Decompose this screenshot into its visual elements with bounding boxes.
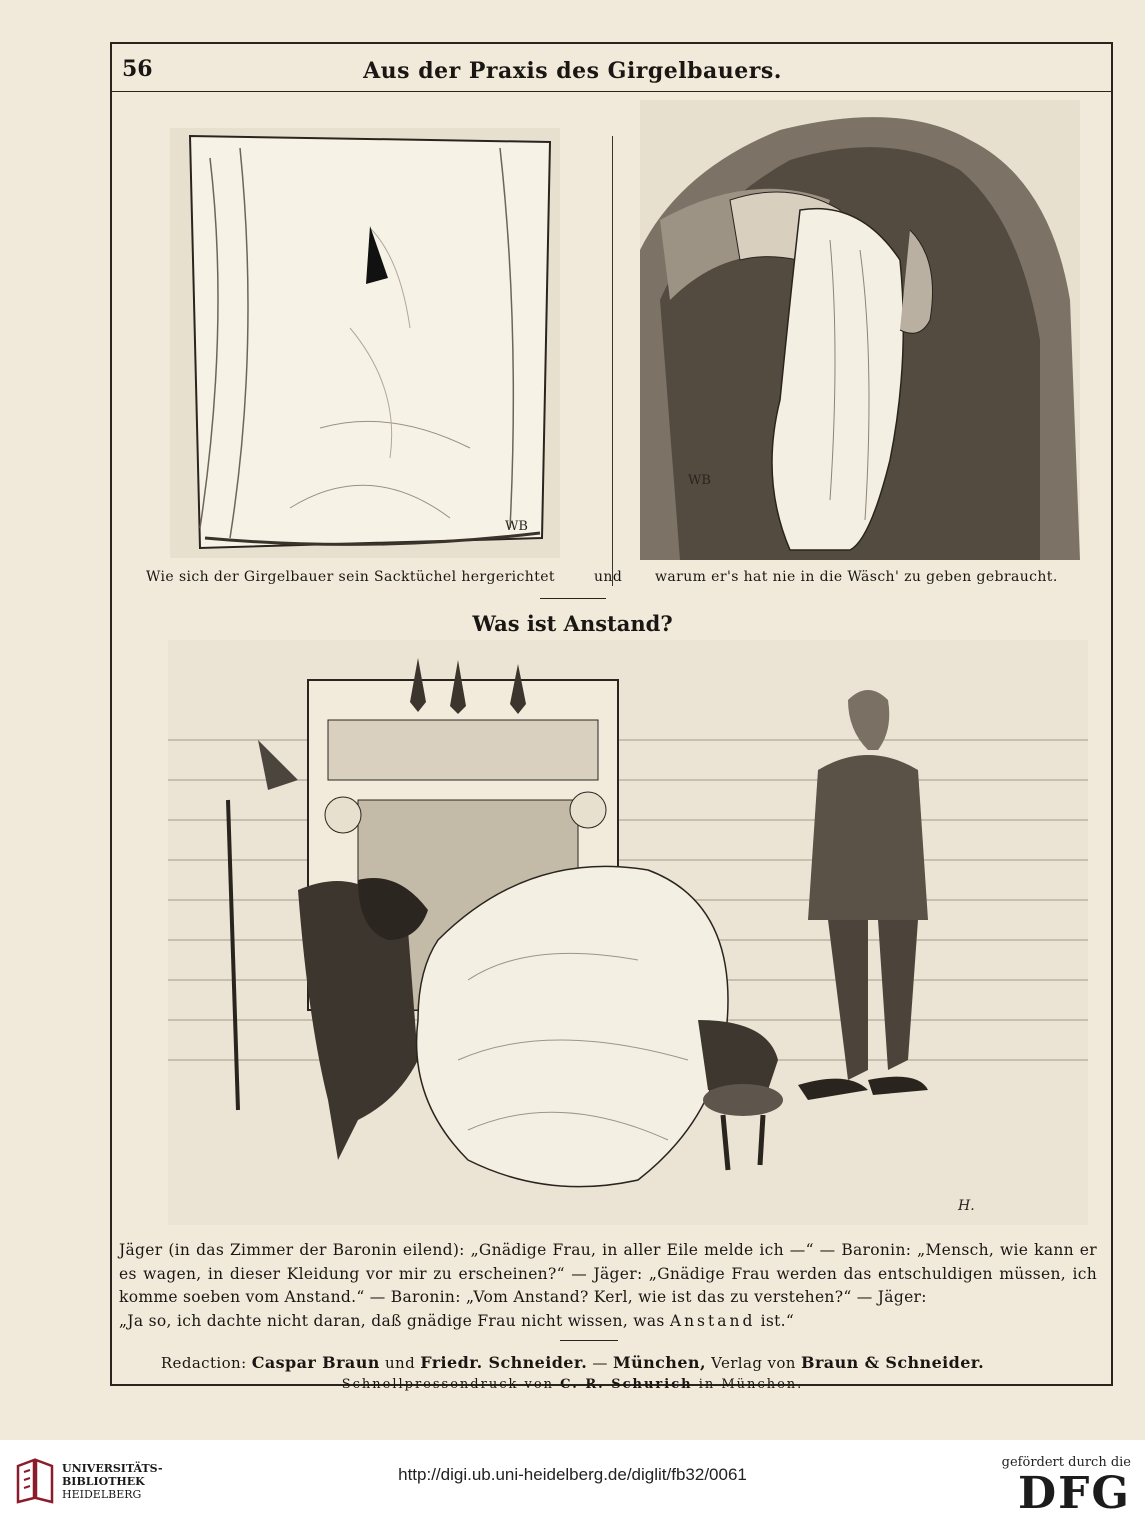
logo-line-1: UNIVERSITÄTS- bbox=[62, 1462, 163, 1475]
dialogue-text bbox=[119, 1239, 1097, 1333]
and-word: und bbox=[384, 1354, 416, 1372]
left-signature: WB bbox=[505, 519, 528, 534]
imprint-dash: — bbox=[592, 1354, 608, 1372]
middle-caption: und bbox=[594, 569, 623, 585]
nose-wiping-illustration bbox=[640, 100, 1080, 560]
source-url[interactable]: http://digi.ub.uni-heidelberg.de/diglit/fb32/0061 bbox=[398, 1465, 747, 1484]
city: München, bbox=[612, 1353, 706, 1372]
right-signature: WB bbox=[688, 473, 711, 488]
page-number: 56 bbox=[122, 56, 153, 82]
dfg-logo: DFG bbox=[1018, 1468, 1131, 1519]
left-caption: Wie sich der Girgelbauer sein Sacktüchel hergerichtet bbox=[146, 569, 555, 585]
header-rule bbox=[111, 91, 1111, 92]
illustration-signature: H. bbox=[958, 1198, 975, 1214]
imprint-editors bbox=[0, 1353, 1145, 1372]
publisher-label: Verlag von bbox=[711, 1354, 796, 1372]
imprint-printer bbox=[0, 1377, 1145, 1392]
imprint-separator bbox=[560, 1340, 618, 1341]
right-caption: warum er's hat nie in die Wäsch' zu geben gebraucht. bbox=[655, 569, 1058, 585]
printer-city: in München. bbox=[698, 1377, 804, 1392]
logo-line-2: BIBLIOTHEK bbox=[62, 1475, 145, 1488]
running-title: Aus der Praxis des Girgelbauers. bbox=[363, 58, 782, 84]
logo-line-3: HEIDELBERG bbox=[62, 1488, 142, 1501]
funding-label: gefördert durch die bbox=[1001, 1455, 1131, 1470]
printer: C. R. Schurich bbox=[560, 1377, 693, 1392]
redaction-label: Redaction: bbox=[160, 1354, 247, 1372]
dialogue-paragraph-ending bbox=[119, 1310, 1097, 1334]
dialogue-paragraph: Jäger (in das Zimmer der Baronin eilend): „Gnädige Frau, in aller Eile melde ich —“ — Baronin: „Mensch, wie kann er es wagen, in dieser Kleidung vor mir zu erscheinen?“ — Jäger: „Gnädige Frau werden das entschuldigen müssen, ich komme soeben vom Anstand.“ — Baronin: „Vom Anstand? Kerl, wie ist das zu verstehen?“ — Jäger: bbox=[119, 1241, 1097, 1306]
dialogue-ending-end: ist.“ bbox=[755, 1311, 795, 1330]
dialogue-ending-spaced: Anstand bbox=[669, 1311, 756, 1330]
column-divider bbox=[612, 136, 613, 586]
section-title: Was ist Anstand? bbox=[472, 611, 673, 636]
section-separator bbox=[540, 598, 606, 599]
printer-label: Schnellpressendruck von bbox=[341, 1377, 555, 1392]
editor-2: Friedr. Schneider. bbox=[420, 1353, 588, 1372]
editor-1: Caspar Braun bbox=[251, 1353, 380, 1372]
hunter-baroness-illustration bbox=[168, 640, 1088, 1225]
publisher: Braun & Schneider. bbox=[801, 1353, 985, 1372]
dialogue-ending-start: „Ja so, ich dachte nicht daran, daß gnädige Frau nicht wissen, was bbox=[119, 1311, 670, 1330]
handkerchief-illustration bbox=[170, 128, 560, 558]
